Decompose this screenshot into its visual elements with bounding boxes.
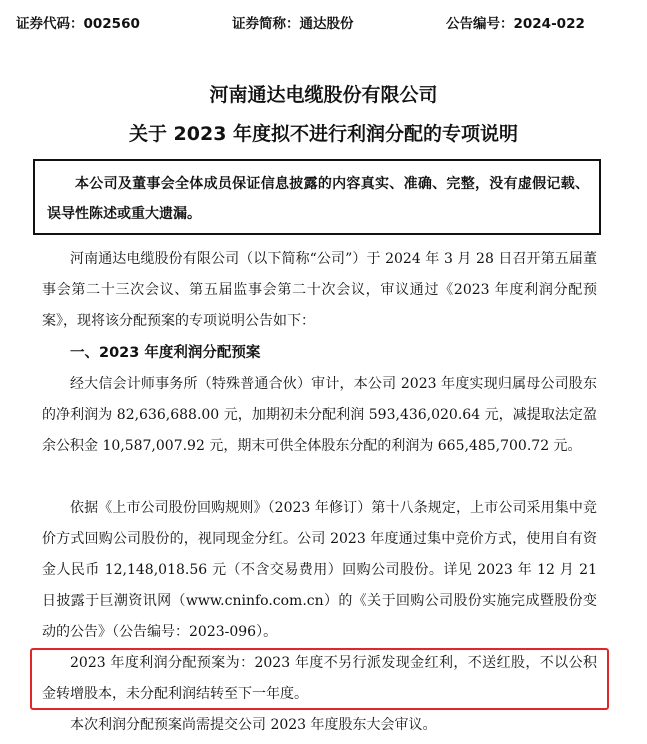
announcement-number: 公告编号：2024-022	[446, 16, 585, 32]
distribution-plan-paragraph: 2023 年度利润分配预案为：2023 年度不另行派发现金红利，不送红股，不以公积金转增股本，未分配利润结转至下一年度。	[42, 655, 597, 702]
approval-paragraph: 本次利润分配预案尚需提交公司 2023 年度股东大会审议。	[70, 717, 437, 733]
disclosure-notice-box: 本公司及董事会全体成员保证信息披露的内容真实、准确、完整，没有虚假记载、误导性陈述或重大遗漏。	[33, 159, 601, 235]
company-title: 河南通达电缆股份有限公司	[209, 84, 438, 106]
intro-paragraph: 河南通达电缆股份有限公司（以下简称“公司”）于 2024 年 3 月 28 日召开第五届董事会第二十三次会议、第五届监事会第二十次会议，审议通过《2023 年度利润分配预案》，现将该分配预案的专项说明公告如下：	[42, 251, 597, 329]
buyback-paragraph: 依据《上市公司股份回购规则》（2023 年修订）第十八条规定，上市公司采用集中竞价方式回购公司股份的，视同现金分红。公司 2023 年度通过集中竞价方式，使用自有资金人民币 12,148,018.56 元（不含交易费用）回购公司股份。详见 2023 年 12 月 21 日披露于巨潮资讯网（www.cninfo.com.cn）的《关于回购公司股份实施完成暨股份变动的公告》（公告编号：2023-096）。	[42, 500, 597, 640]
security-abbreviation: 证券简称：通达股份	[232, 16, 354, 32]
audit-paragraph: 经大信会计师事务所（特殊普通合伙）审计，本公司 2023 年度实现归属母公司股东的净利润为 82,636,688.00 元，加期初未分配利润 593,436,020.64 元，减提取法定盈余公积金 10,587,007.92 元，期末可供全体股东分配的利润为 665,485,700.72 元。	[42, 376, 597, 454]
section-1-heading: 一、2023 年度利润分配预案	[70, 345, 261, 361]
document-title: 关于 2023 年度拟不进行利润分配的专项说明	[128, 123, 519, 145]
announcement-header	[0, 10, 647, 32]
security-code: 证券代码：002560	[16, 16, 140, 32]
